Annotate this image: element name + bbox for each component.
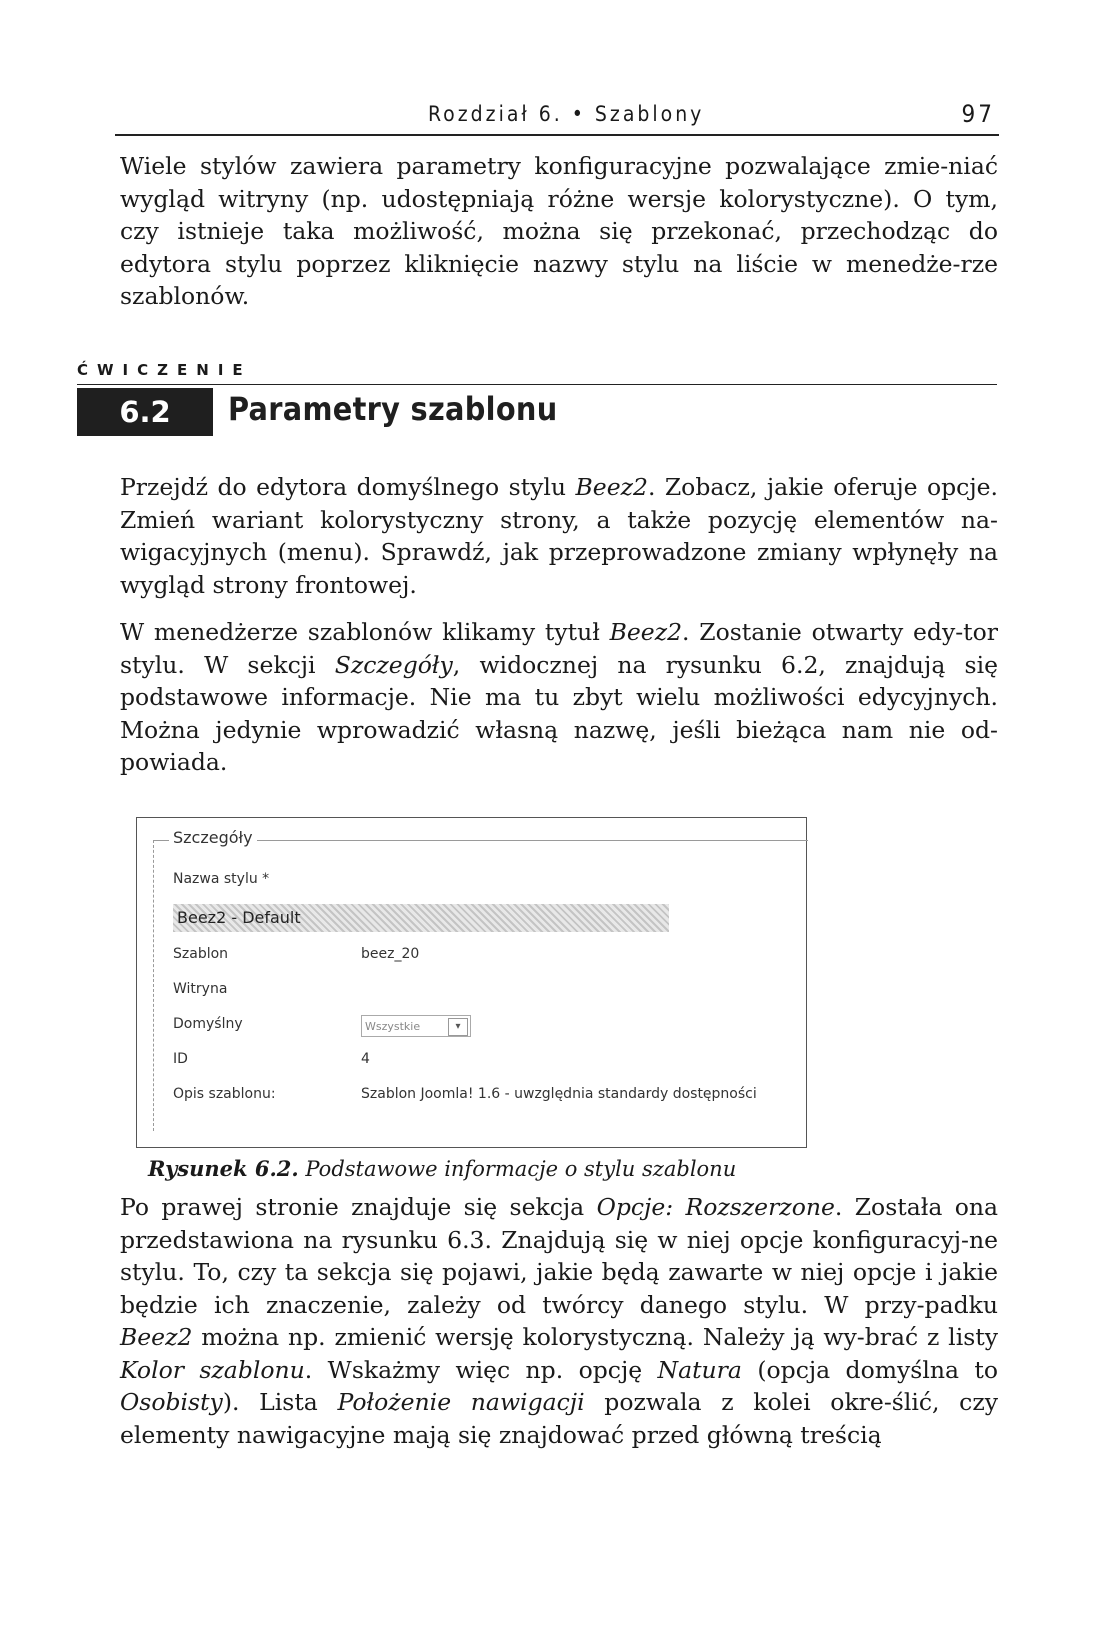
running-head bbox=[115, 98, 999, 136]
description-label: Opis szablonu: bbox=[173, 1086, 276, 1102]
exercise-paragraph: Przejdź do edytora domyślnego stylu Beez2. Zobacz, jakie oferuje opcje. Zmień wariant kolorystyczny strony, a także pozycję elementów na-wigacyjnych (menu). Sprawdź, jak przeprowadzone zmiany wpłynęły na wygląd strony frontowej. bbox=[120, 473, 999, 599]
italic-term: Osobisty bbox=[120, 1388, 223, 1416]
intro-paragraph: Wiele stylów zawiera parametry konfiguracyjne pozwalające zmie-niać wygląd witryny (np. udostępniają różne wersje kolorystyczne). O tym, czy istnieje taka możliwość, można się przekonać, przechodząc do edytora stylu poprzez kliknięcie nazwy stylu na liście w menedże-rze szablonów. bbox=[120, 152, 998, 310]
italic-term: Beez2 bbox=[609, 618, 683, 646]
template-value: beez_20 bbox=[361, 946, 420, 962]
id-value: 4 bbox=[361, 1051, 370, 1067]
default-select-value: Wszystkie bbox=[365, 1020, 421, 1033]
exercise-rule bbox=[77, 384, 997, 385]
caption-label: Rysunek 6.2. bbox=[148, 1156, 299, 1181]
page-number: 97 bbox=[961, 100, 995, 128]
italic-term: Beez2 bbox=[120, 1323, 193, 1351]
name-input[interactable]: Beez2 - Default bbox=[173, 904, 669, 932]
italic-term: Natura bbox=[657, 1355, 742, 1384]
italic-term: Położenie nawigacji bbox=[337, 1388, 585, 1416]
figure-screenshot bbox=[136, 817, 807, 1148]
default-select[interactable] bbox=[361, 1015, 471, 1037]
body-paragraph-2: Po prawej stronie znajduje się sekcja Opcje: Rozszerzone. Została ona przedstawiona na rysunku 6.3. Znajdują się w niej opcje konfiguracyj-ne stylu. To, czy ta sekcja się pojawi, jakie będą zawarte w niej opcje i jakie będzie ich znaczenie, zależy od twórcy danego stylu. W przy-padku Beez2 można np. zmienić wersję kolorystyczną. Należy ją wy-brać z listy Kolor szablonu. Wskażmy więc np. opcję Natura (opcja domyślna to Osobisty). Lista Położenie nawigacji pozwala z kolei okre-ślić, czy elementy nawigacyjne mają się znajdować przed główną treścią bbox=[120, 1193, 999, 1449]
italic-term: Opcje: Rozszerzone bbox=[596, 1193, 835, 1221]
running-head-chapter: Rozdział 6. • Szablony bbox=[428, 102, 705, 126]
exercise-number: 6.2 bbox=[77, 388, 213, 436]
italic-term: Szczegóły bbox=[334, 650, 453, 679]
italic-term: Kolor szablonu bbox=[120, 1355, 305, 1384]
italic-term: Beez2 bbox=[575, 473, 648, 501]
site-label: Witryna bbox=[173, 981, 228, 997]
exercise-title: Parametry szablonu bbox=[228, 390, 558, 428]
default-label: Domyślny bbox=[173, 1016, 243, 1032]
exercise-label: ĆWICZENIE bbox=[77, 361, 252, 379]
template-label: Szablon bbox=[173, 946, 229, 962]
fieldset-legend: Szczegóły bbox=[169, 828, 257, 847]
caption-text: Podstawowe informacje o stylu szablonu bbox=[298, 1157, 737, 1181]
name-label: Nazwa stylu * bbox=[173, 871, 270, 887]
body-paragraph-1: W menedżerze szablonów klikamy tytuł Beez2. Zostanie otwarty edy-tor stylu. W sekcji Szczegóły, widocznej na rysunku 6.2, znajdują się podstawowe informacje. Nie ma tu zbyt wielu możliwości edycyjnych. Można jedynie wprowadzić własną nazwę, jeśli bieżąca nam nie od-powiada. bbox=[120, 618, 998, 776]
figure-caption bbox=[148, 1156, 736, 1181]
chevron-down-icon[interactable]: ▾ bbox=[448, 1018, 468, 1036]
id-label: ID bbox=[173, 1051, 188, 1067]
description-value: Szablon Joomla! 1.6 - uwzględnia standardy dostępności bbox=[361, 1086, 757, 1102]
